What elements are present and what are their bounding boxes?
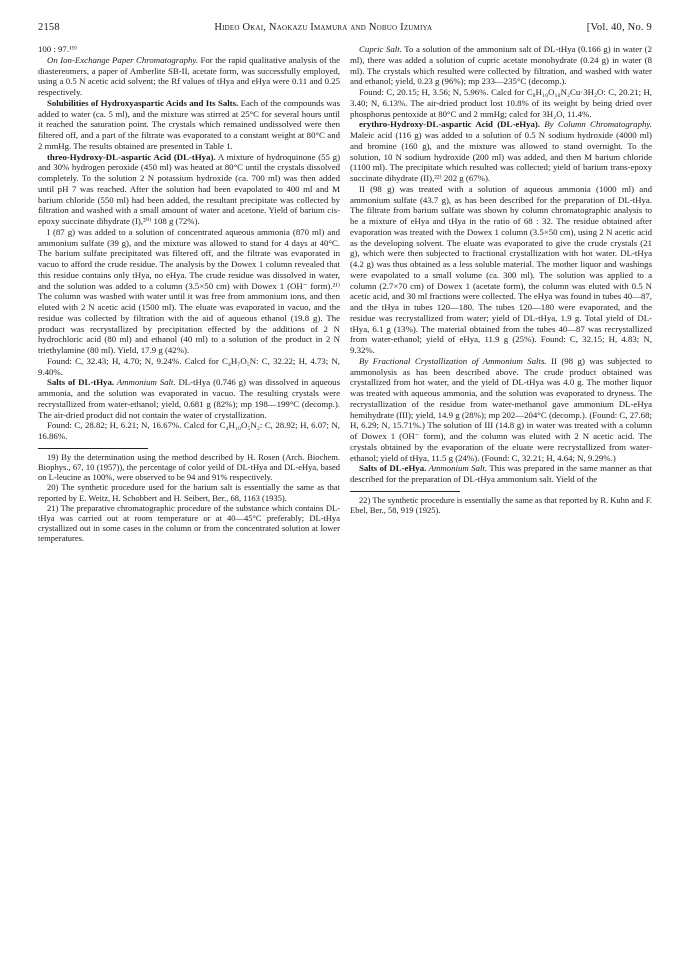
footnote-21: 21) The preparative chromatographic procedure of the substance which contains DL-tHya was carried out at room temperature or at 40—45°C preferably; DL-tHya crystallized out in some cases in the column or from the concentrated solution at lower temperatures.	[38, 502, 340, 544]
paragraph: Cupric Salt. To a solution of the ammonium salt of DL-tHya (0.166 g) in water (2 ml), there was added a solution of cupric acetate monohydrate (0.24 g) in water (8 ml). The crystals which resulted were collected by filtration, and washed with water and ethanol; yield, 0.23 g (96%); mp 233—235°C (decomp.).	[350, 44, 652, 87]
section-heading: Salts of DL-eHya.	[359, 463, 427, 474]
paragraph: Solubilities of Hydroxyaspartic Acids and Its Salts. Each of the compounds was added to water (ca. 5 ml), and the mixture was stirred at 25°C for several hours until it reached the saturation point. The crystals which remained undissolved were then filtered off, and a part of the filtrate was evaporated to a constant weight at 80°C and 2 mmHg. The results obtained are presented in Table 1.	[38, 97, 340, 151]
section-heading: threo-Hydroxy-DL-aspartic Acid (DL-tHya).	[47, 151, 216, 162]
subsection-heading: Ammonium Salt.	[426, 463, 488, 474]
subsection-heading: Cupric Salt.	[359, 44, 402, 54]
running-title: Hideo Okai, Naokazu Imamura and Nobuo Izumiya	[214, 22, 433, 33]
footnote-22: 22) The synthetic procedure is essentially the same as that reported by R. Kuhn and F. Ebel, Ber., 58, 919 (1925).	[350, 494, 652, 515]
paragraph: 100 : 97.¹⁹⁾	[38, 44, 77, 54]
paragraph: threo-Hydroxy-DL-aspartic Acid (DL-tHya). A mixture of hydroquinone (55 g) and 30% hydrogen peroxide (450 ml) was heated at 80°C until the crystals dissolved completely. To the solution 2 N potassium hydroxide (ca. 700 ml) was then added until pH 7 was reached. After the solution had been evapolated to 400 ml and M barium chloride (550 ml) had been added, the resultant precipitate was collected by filtration and washed with a small amount of water and acetone. Yield of barium cis-epoxy succinate dihydrate (I),²⁰⁾ 108 g (72%).	[38, 151, 340, 226]
paragraph: Found: C, 28.82; H, 6.21; N, 16.67%. Calcd for C₄H₁₀O₅N₂: C, 28.92; H, 6.07; N, 16.86%.	[38, 420, 340, 441]
subsection-heading: By Fractional Crystallization of Ammonium Salts.	[359, 355, 547, 366]
right-column	[350, 44, 652, 544]
footnotes	[38, 452, 340, 544]
two-column-body	[38, 44, 652, 544]
footnote-20: 20) The synthetic procedure used for the barium salt is essentially the same as that reported by E. Weitz, H. Schobbert and H. Seibert, Ber., 68, 1163 (1935).	[38, 482, 340, 503]
section-heading: Solubilities of Hydroxyaspartic Acids and Its Salts.	[47, 97, 239, 108]
footnote-19: 19) By the determination using the method described by H. Rosen (Arch. Biochem. Biophys., 67, 10 (1957)), the percentage of color yeild of DL-tHya and DL-eHya, based on L-leucine as 100%, were observed to be 94 and 91% respectively.	[38, 451, 340, 483]
paragraph: On Ion-Exchange Paper Chromatography. For the rapid qualitative analysis of the diastereomers, a paper of Amberlite SB-II, acetate form, was successfully employed, using a 0.5 N acetic acid solvent; the Rf values of tHya and eHya were 0.11 and 0.25 respectively.	[38, 54, 340, 97]
paragraph: By Fractional Crystallization of Ammonium Salts. II (98 g) was subjected to ammonolysis as has been described above. The crude product obtained was crystallized from hot water, and the yield of DL-tHya was 4.0 g. The mother liquor was treated with aqueous ammonia, and the solution was evaporated to dryness. The recrystallization of the residue from water-methanol gave ammonium DL-eHya hemihydrate (III); yield, 14.9 g (28%); mp 202—204°C (decomp.). (Found: C, 27.68; H, 6.29; N, 15.71%.) The solution of III (14.8 g) in water was treated with a column of Dowex 1 (OH⁻ form), and the column was eluted with 2 N acetic acid. The crystals obtained by the evaporation of the eluate were recrystallized from water-ethanol; yield of tHya, 11.5 g (24%). (Found: C, 32.21; H, 4.64; N, 9.29%.)	[350, 355, 652, 463]
section-heading: erythro-Hydroxy-DL-aspartic Acid (DL-eHya).	[359, 119, 540, 130]
section-heading: On Ion-Exchange Paper Chromatography.	[47, 54, 199, 65]
paragraph: I (87 g) was added to a solution of concentrated aqueous ammonia (870 ml) and ammonium sulfate (39 g), and the mixture was allowed to stand for 4 days at 40°C. The barium sulfate precipitated was filtered off, and the filtrate was evaporated in vacuo to afford the crude residue. The analysis by the Dowex 1 column revealed that this residue contains only tHya, no eHya. The crude residue was dissolved in water, and the solution was added to a column (3.5×50 cm) with Dowex 1 (OH⁻ form).²¹⁾ The column was washed with water until it was free from ammonium ions, and then eluted with 2 N acetic acid (1500 ml). The eluate was evaporated in vacuo, and the residue was collected by filtration with the aid of aqueous ethanol (19.8 g). The product was recrystallized by precipitation effected by the additions of 2 N hydrochloric acid (80 ml) and ethanol (40 ml) to a solution of the product in 2 N triethylamine (80 ml). Yield, 17.9 g (42%).	[38, 226, 340, 355]
paragraph: Salts of DL-tHya. Ammonium Salt. DL-tHya (0.746 g) was dissolved in aqueous ammonia, and the solution was evaporated in vacuo. The resulting crystals were recrystallized from water-ethanol; yield, 0.681 g (82%); mp 198—199°C (decomp.). The air-dried product did not contain the water of crystallization.	[38, 377, 341, 420]
subsection-heading: Ammonium Salt.	[114, 377, 176, 388]
page-number: 2158	[38, 22, 60, 33]
left-column	[38, 44, 340, 544]
paragraph: Salts of DL-eHya. Ammonium Salt. This was prepared in the same manner as that described for the preparation of DL-tHya ammonium salt. Yield of the	[350, 463, 652, 484]
footnote-rule	[350, 491, 460, 492]
footnotes	[350, 495, 652, 515]
subsection-heading: By Column Chromatography.	[540, 119, 652, 130]
paragraph: Found: C, 32.43; H, 4.70; N, 9.24%. Calcd for C₄H₇O₅N: C, 32.22; H, 4.73; N, 9.40%.	[38, 355, 340, 377]
running-header	[38, 22, 652, 38]
paragraph: II (98 g) was treated with a solution of aqueous ammonia (1000 ml) and ammonium sulfate (43.7 g), as has been described for the preparation of DL-tHya. The filtrate from barium sulfate was shown by column chromatographic analysis to be a mixture of eHya and tHya in the ratio of 68 : 32. The residue obtained after evaporation was treated with the Dowex 1 column (3.5×50 cm), using 2 N acetic acid as the developing solvent. The eluate was evaporated to give the crude crystals (21 g), which were then subjected to fractional crystallization with hot water. DL-tHya (4.2 g) was thus obtained as a less soluble material. The mother liquor and washings were evapolated to a small volume (ca. 300 ml). The solution was applied to a column (2.7×70 cm) of Dowex 1 (acetate form), the column was eluted with 0.5 N acetic acid, and 30 ml fractions were collected. The eHya was found in tubes 40—87, and the tHya in tubes 120—180. The tubes 120—180 were evaporated, and the residue was recrystallized from water; yield of DL-tHya, 1.9 g. Total yield of DL-tHya, 6.1 g (13%). The material obtained from the tubes 40—87 was recrystallized from water-ethanol; yield of eHya, 11.9 g (25%). Found: C, 32.15; H, 4.83; N, 9.32%.	[350, 183, 652, 355]
volume-info: [Vol. 40, No. 9	[586, 22, 652, 33]
section-heading: Salts of DL-tHya.	[47, 377, 115, 388]
footnote-rule	[38, 448, 148, 449]
paragraph: erythro-Hydroxy-DL-aspartic Acid (DL-eHya). By Column Chromatography. Maleic acid (116 g) was added to a solution of 0.5 N sodium hydroxide (4000 ml) and bromine (160 g), and the mixture was allowed to stand overnight. To the solution, 10 N sodium hydroxide (200 ml) was added, and then M barium chloride (1100 ml). The precipitate which resulted was collected; yield of barium trans-epoxy succinate dihydrate (II),²²⁾ 202 g (67%).	[350, 119, 652, 183]
paragraph: Found: C, 20.15; H, 3.56; N, 5.96%. Calcd for C₈H₁₀O₁₀N₂Cu·3H₂O: C, 20.21; H, 3.40; N, 6.13%. The air-dried product lost 10.8% of its weight by being dried over phosphorus pentoxide at 80°C and 2 mmHg; calcd for 3H₂O, 11.4%.	[350, 87, 652, 119]
